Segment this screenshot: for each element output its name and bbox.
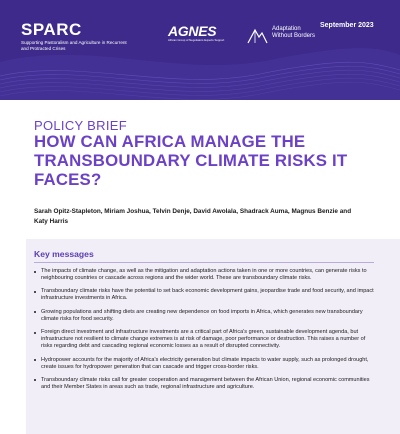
key-message-text: The impacts of climate change, as well as the mitigation and adaptation actions taken in one or more countries, can generate risks to neighbouring countries or cascade across regions and the wider world. These are transboundary climate risks. [41, 268, 367, 281]
sparc-logo-title: SPARC [21, 20, 82, 39]
key-message-text: Foreign direct investment and infrastructure investments are a critical part of Africa's green, sustainable development agenda, but infrastructure not resilient to climate change extremes is at risk of damage, poor performance or destruction. This raises a number of risks regarding debt and cascading regional economic losses as a result of disrupted connectivity. [41, 329, 366, 350]
key-messages-list [34, 268, 374, 397]
publication-date: September 2023 [320, 22, 374, 29]
adaptation-without-borders-logo [246, 22, 316, 52]
bullet-icon [34, 291, 36, 293]
bullet-icon [34, 379, 36, 381]
key-message-item [34, 288, 374, 302]
key-message-text: Hydropower accounts for the majority of Africa's electricity generation but climate impacts to water supply, such as prolonged drought, create issues for hydropower generation that can cascade and trigger cross-border risks. [41, 356, 369, 370]
key-message-text: Transboundary climate risks call for greater cooperation and management between the African Union, regional economic communities and their Member States in areas such as trade, regional infrastructure and agriculture. [41, 376, 370, 390]
key-message-item [34, 268, 374, 282]
header-band [0, 0, 400, 100]
awb-mountain-icon [246, 24, 268, 46]
bullet-icon [34, 311, 36, 313]
key-message-item [34, 309, 374, 323]
agnes-logo-title: AGNES [168, 23, 217, 39]
agnes-logo [168, 24, 238, 42]
sparc-logo [21, 21, 161, 51]
document-title: HOW CAN AFRICA MANAGE THE TRANSBOUNDARY CLIMATE RISKS IT FACES? [34, 132, 348, 189]
key-message-item [34, 377, 374, 391]
document-type-label: POLICY BRIEF [34, 118, 127, 133]
bullet-icon [34, 271, 36, 273]
key-message-item [34, 329, 374, 350]
agnes-logo-subtitle: African Group of Negotiators Experts Support [168, 38, 225, 42]
bullet-icon [34, 359, 36, 361]
key-message-text: Transboundary climate risks have the potential to set back economic development gains, jeopardise trade and food security, and impact infrastructure investments in Africa. [41, 288, 374, 302]
sparc-logo-subtitle: Supporting Pastoralism and Agriculture in Recurrent and Protracted Crises [21, 40, 127, 51]
key-messages-heading: Key messages [34, 249, 94, 259]
key-message-item [34, 357, 374, 371]
bullet-icon [34, 332, 36, 334]
awb-logo-text: Adaptation Without Borders [272, 26, 316, 39]
author-list: Sarah Opitz-Stapleton, Miriam Joshua, Telvin Denje, David Awolala, Shadrack Auma, Magnus Benzie and Katy Harris [34, 208, 352, 225]
key-message-text: Growing populations and shifting diets are creating new dependence on food imports in Africa, which generates new transboundary climate risks for food security. [41, 308, 363, 322]
key-messages-divider [34, 262, 374, 263]
